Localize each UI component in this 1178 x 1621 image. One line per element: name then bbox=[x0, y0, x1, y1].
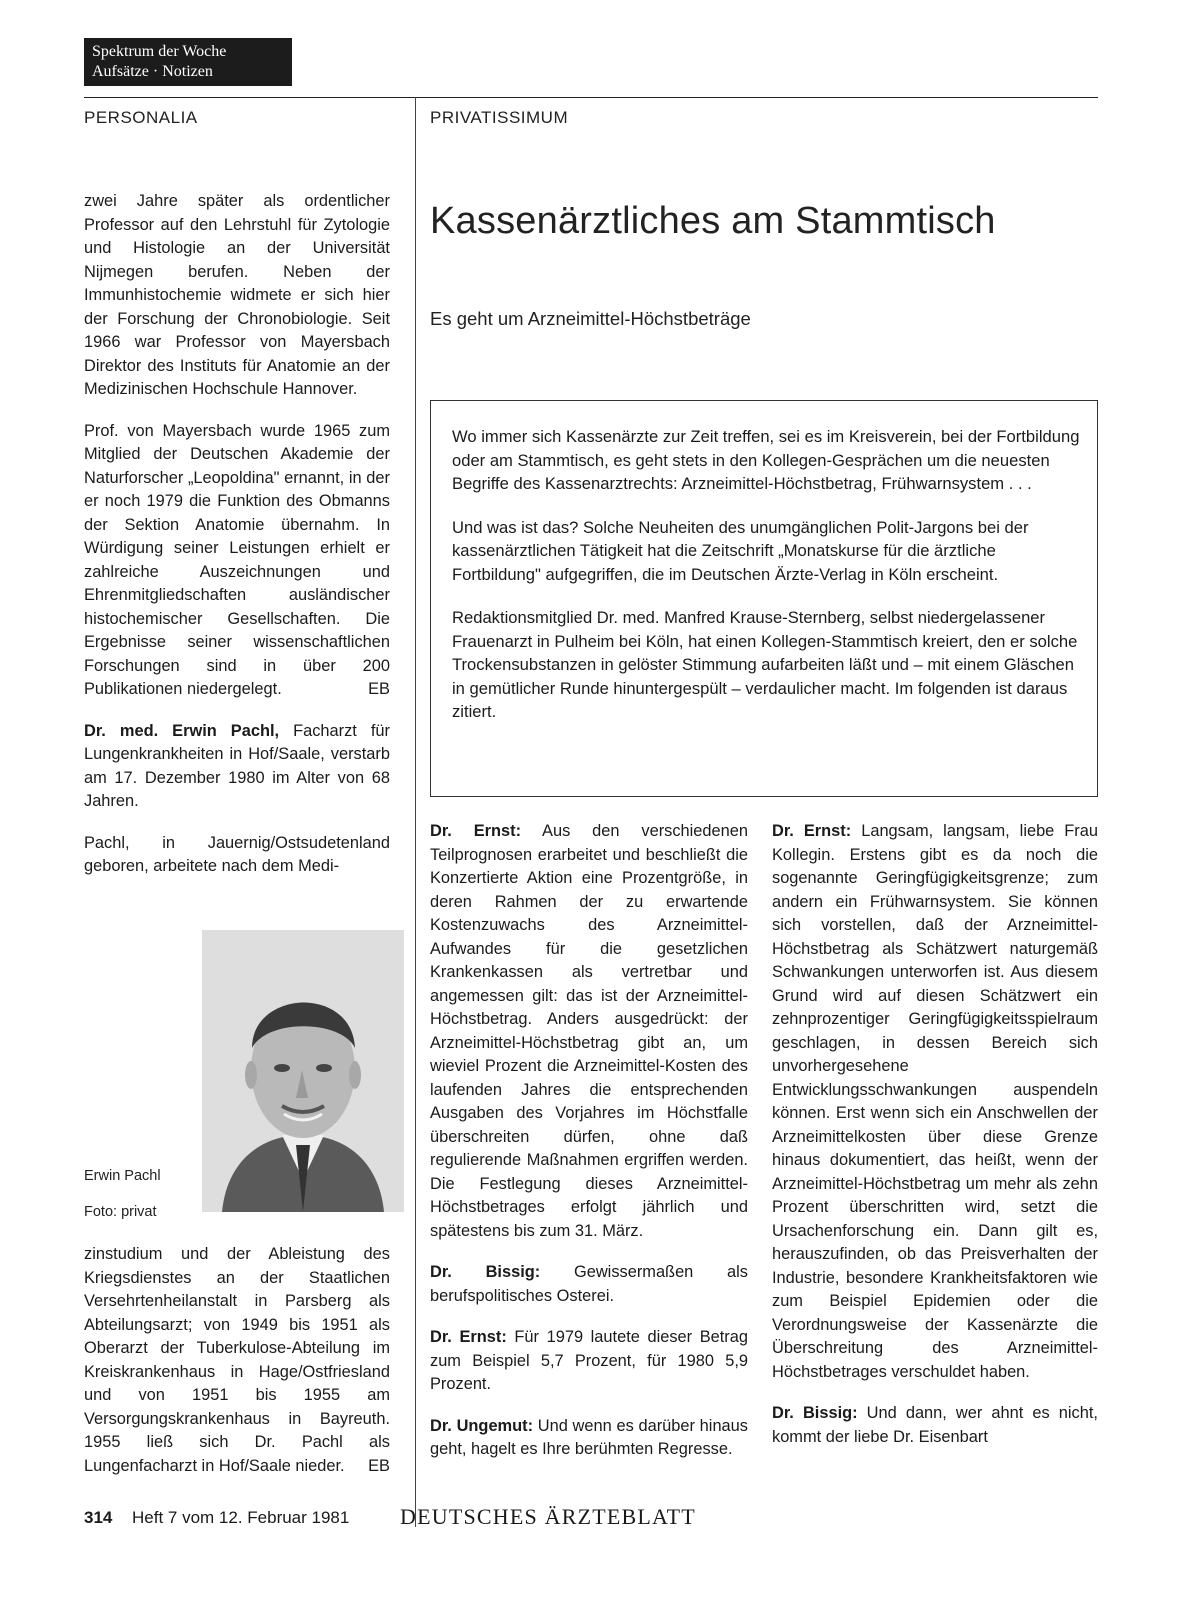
speaker-label: Dr. Bissig: bbox=[772, 1404, 858, 1422]
top-rule bbox=[84, 97, 1098, 98]
left-column-upper bbox=[84, 190, 390, 897]
article-title: Kassenärztliches am Stammtisch bbox=[430, 200, 996, 242]
intro-paragraph-2: Und was ist das? Solche Neuheiten des unumgänglichen Polit-Jargons bei der kassenärztlichen Tätigkeit hat die Zeitschrift „Monatskurse für die ärztliche Fortbildung" aufgegriffen, die im Deutschen Ärzte-Verlag in Köln erscheint. bbox=[452, 517, 1029, 584]
dialogue-entry: Dr. Ungemut: Und wenn es darüber hinaus geht, hagelt es Ihre berühmten Regresse. bbox=[430, 1416, 748, 1458]
dialogue-entry: Dr. Bissig: Gewissermaßen als berufspolitisches Osterei. bbox=[430, 1263, 748, 1305]
author-initials: EB bbox=[368, 680, 390, 698]
section-label-personalia: PERSONALIA bbox=[84, 108, 198, 127]
column-divider bbox=[415, 97, 416, 1527]
obituary-pachl-career: zinstudium und der Ableistung des Kriegsdienstes an der Staatlichen Versehrtenheilanstalt in Parsberg als Abteilungsarzt; von 1949 bis 1951 als Oberarzt der Tuberkulose-Abteilung im Kreiskrankenhaus in Hage/Ostfriesland und von 1951 bis 1955 am Versorgungskrankenhaus in Bayreuth. 1955 ließ sich Dr. Pachl als Lungenfacharzt in Hof/Saale nieder. EB bbox=[84, 1243, 390, 1478]
author-initials-2: EB bbox=[368, 1456, 390, 1475]
intro-paragraph-3: Redaktionsmitglied Dr. med. Manfred Krause-Sternberg, selbst niedergelassener Frauenarzt in Pulheim bei Köln, hat einen Kollegen-Stammtisch kreiert, den er solche Trockensubstanzen in gelöster Stimmung aufarbeiten läßt und – mit einem Gläschen in gemütlicher Runde hinuntergespült – verdaulicher macht. Im folgenden ist daraus zitiert. bbox=[452, 608, 1078, 721]
article-subtitle: Es geht um Arzneimittel-Höchstbeträge bbox=[430, 308, 751, 329]
portrait-photo bbox=[202, 930, 404, 1212]
speaker-label: Dr. Ernst: bbox=[430, 822, 522, 840]
obituary-paragraph-1: zwei Jahre später als ordentlicher Professor auf den Lehrstuhl für Zytologie und Histologie an der Universität Nijmegen berufen. Neben der Immunhistochemie widmete er sich hier der Forschung der Chronobiologie. Seit 1966 war Professor von Mayersbach Direktor des Instituts für Anatomie an der Medizinischen Hochschule Hannover. bbox=[84, 192, 390, 398]
obituary-paragraph-2: Prof. von Mayersbach wurde 1965 zum Mitglied der Deutschen Akademie der Naturforscher „Leopoldina" ernannt, in der er noch 1979 die Funktion des Obmanns der Sektion Anatomie übernahm. In Würdigung seiner Leistungen erhielt er zahlreiche Auszeichnungen und Ehrenmitgliedschaften ausländischer histochemischer Gesellschaften. Die Ergebnisse seiner wissenschaftlichen Forschungen sind in über 200 Publikationen niedergelegt. EB bbox=[84, 420, 390, 702]
magazine-name: DEUTSCHES ÄRZTEBLATT bbox=[400, 1504, 696, 1529]
speaker-label: Dr. Bissig: bbox=[430, 1263, 541, 1281]
section-label-privatissimum: PRIVATISSIMUM bbox=[430, 108, 569, 127]
intro-paragraph-1: Wo immer sich Kassenärzte zur Zeit treffen, sei es im Kreisverein, bei der Fortbildung oder am Stammtisch, es geht stets in den Kollegen-Gesprächen um die neuesten Begriffe des Kassenarztrechts: Arzneimittel-Höchstbetrag, Frühwarnsystem . . . bbox=[452, 427, 1080, 493]
speaker-label: Dr. Ernst: bbox=[772, 822, 852, 840]
issue-info: Heft 7 vom 12. Februar 1981 bbox=[132, 1508, 350, 1527]
dialogue-entry: Dr. Ernst: Für 1979 lautete dieser Betrag zum Beispiel 5,7 Prozent, für 1980 5,9 Prozent. bbox=[430, 1328, 748, 1393]
page-number: 314 bbox=[84, 1508, 113, 1527]
speaker-label: Dr. Ungemut: bbox=[430, 1416, 534, 1435]
photo-caption-name: Erwin Pachl bbox=[84, 1168, 161, 1184]
obituary-pachl-birth: Pachl, in Jauernig/Ostsudetenland geboren, arbeitete nach dem Medi- bbox=[84, 833, 390, 875]
left-column-lower bbox=[84, 1243, 390, 1496]
dialogue-entry: Dr. Bissig: Und dann, wer ahnt es nicht, kommt der liebe Dr. Eisenbart bbox=[772, 1404, 1098, 1446]
dialogue-column-1 bbox=[430, 820, 748, 1480]
pachl-name: Dr. med. Erwin Pachl, bbox=[84, 721, 280, 740]
dialogue-entry: Dr. Ernst: Langsam, langsam, liebe Frau Kollegin. Erstens gibt es da noch die sogenannte Geringfügigkeitsgrenze; zum andern ein Frühwarnsystem. Sie können sich vorstellen, daß der Arzneimittel-Höchstbetrag als Schätzwert naturgemäß Schwankungen unterworfen ist. Aus diesem Grund wird auf diesen Schätzwert ein zehnprozentiger Geringfügigkeitsspielraum geschlagen, in dessen Bereich sich unvorhergesehene Entwicklungsschwankungen auspendeln können. Erst wenn sich ein Anschwellen der Arzneimittelkosten über diese Grenze hinaus dokumentiert, das heißt, wenn der Arzneimittel-Höchstbetrag um mehr als zehn Prozent überschritten wird, setzt die Ursachenforschung ein. Dann gilt es, herauszufinden, ob das Preisverhalten der Industrie, besondere Krankheitsfaktoren wie zum Beispiel Epidemien oder die Verordnungsweise der Kassenärzte die Überschreitung des Arzneimittel-Höchstbetrages verschuldet haben. bbox=[772, 822, 1098, 1381]
badge-line1: Spektrum der Woche bbox=[92, 43, 227, 60]
obituary-pachl-intro: Dr. med. Erwin Pachl, Facharzt für Lungenkrankheiten in Hof/Saale, verstarb am 17. Dezember 1980 im Alter von 68 Jahren. bbox=[84, 721, 390, 810]
speaker-label: Dr. Ernst: bbox=[430, 1328, 507, 1346]
intro-box-text bbox=[452, 425, 1080, 744]
badge-line2: Aufsätze · Notizen bbox=[92, 63, 213, 80]
dialogue-column-2 bbox=[772, 820, 1098, 1467]
section-badge bbox=[84, 38, 292, 86]
dialogue-entry: Dr. Ernst: Aus den verschiedenen Teilprognosen erarbeitet und beschließt die Konzertierte Aktion eine Prozentgröße, in deren Rahmen der zu erwartende Kostenzuwachs des Arzneimittel-Aufwandes für die gesetzlichen Krankenkassen als vertretbar und angemessen gilt: das ist der Arzneimittel-Höchstbetrag. Anders ausgedrückt: der Arzneimittel-Höchstbetrag gibt an, um wieviel Prozent die Arzneimittel-Kosten des laufenden Jahres die entsprechenden Ausgaben des Vorjahres im Höchstfalle überschreiten dürfen, ohne daß regulierende Maßnahmen ergriffen werden. Die Festlegung dieses Arzneimittel-Höchstbetrages erfolgt jährlich und spätestens bis zum 31. März. bbox=[430, 822, 748, 1240]
photo-caption-credit: Foto: privat bbox=[84, 1204, 157, 1220]
